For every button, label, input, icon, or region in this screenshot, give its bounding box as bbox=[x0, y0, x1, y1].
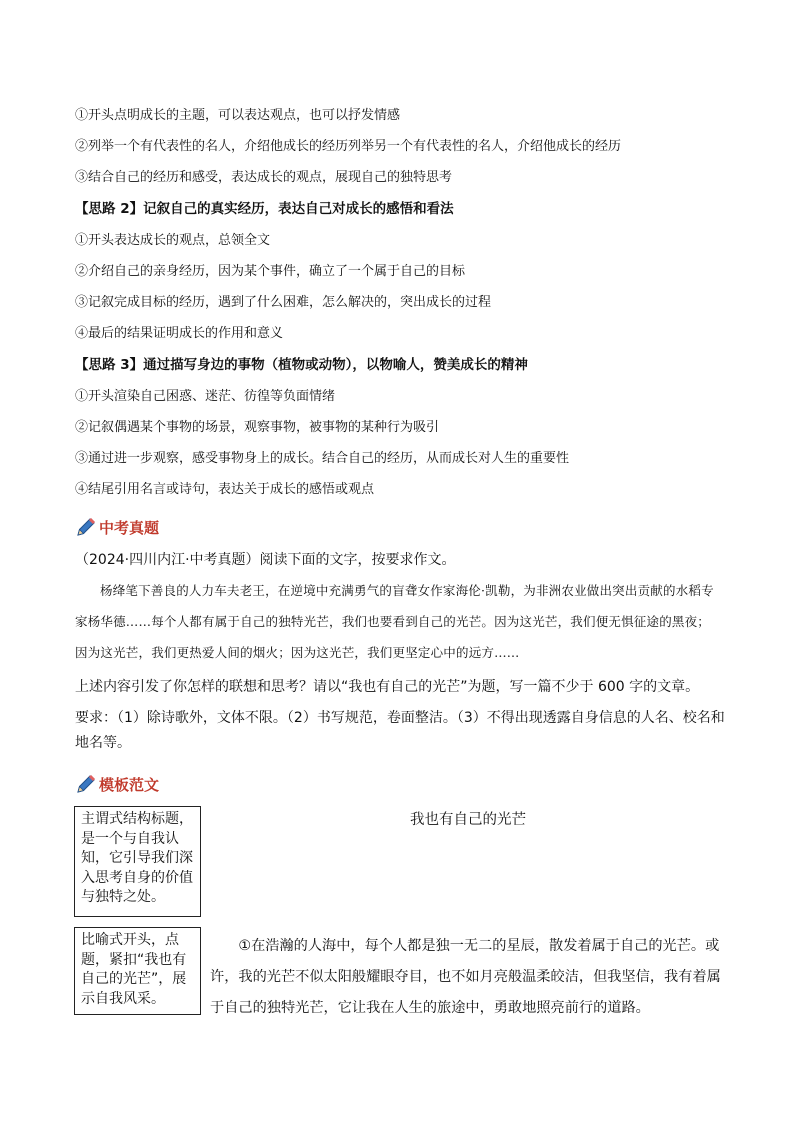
exam-source-line: （2024·四川内江·中考真题）阅读下面的文字，按要求作文。 bbox=[75, 552, 456, 568]
outline-line-6: ③记叙完成目标的经历，遇到了什么困难，怎么解决的，突出成长的过程 bbox=[75, 295, 492, 310]
outline-line-10: ③通过进一步观察，感受事物身上的成长。结合自己的经历，从而成长对人生的重要性 bbox=[75, 451, 570, 466]
outline-line-1: ①开头点明成长的主题，可以表达观点，也可以抒发情感 bbox=[75, 108, 401, 123]
outline-line-9: ②记叙偶遇某个事物的场景，观察事物，被事物的某种行为吸引 bbox=[75, 420, 440, 435]
annotation-box-opening: 比喻式开头，点题，紧扣“我也有自己的光芒”，展示自我风采。 bbox=[74, 927, 201, 1015]
exam-prompt: 上述内容引发了你怎样的联想和思考？请以“我也有自己的光芒”为题，写一篇不少于 600 字的文章。 bbox=[75, 679, 700, 695]
essay-title: 我也有自己的光芒 bbox=[410, 812, 526, 828]
idea2-title: 【思路 2】记叙自己的真实经历，表达自己对成长的感悟和看法 bbox=[75, 201, 454, 217]
model-section-heading bbox=[74, 771, 159, 797]
model-heading-text: 模板范文 bbox=[99, 775, 160, 794]
outline-line-4: ①开头表达成长的观点，总领全文 bbox=[75, 233, 271, 248]
exam-requirements: 要求：（1）除诗歌外，文体不限。（2）书写规范，卷面整洁。（3）不得出现透露自身信息的人名、校名和地名等。 bbox=[75, 710, 725, 751]
outline-line-2: ②列举一个有代表性的名人，介绍他成长的经历列举另一个有代表性的名人，介绍他成长的经历 bbox=[75, 139, 622, 154]
idea3-title: 【思路 3】通过描写身边的事物（植物或动物），以物喻人，赞美成长的精神 bbox=[75, 357, 528, 373]
outline-line-5: ②介绍自己的亲身经历，因为某个事件，确立了一个属于自己的目标 bbox=[75, 264, 466, 279]
outline-line-11: ④结尾引用名言或诗句，表达关于成长的感悟或观点 bbox=[75, 482, 375, 497]
exam-heading-text: 中考真题 bbox=[99, 518, 160, 537]
exam-section-heading bbox=[74, 514, 159, 540]
outline-line-3: ③结合自己的经历和感受，表达成长的观点，展现自己的独特思考 bbox=[75, 170, 453, 185]
pencil-icon bbox=[74, 772, 98, 796]
exam-material: 杨绛笔下善良的人力车夫老王，在逆境中充满勇气的盲聋女作家海伦·凯勒，为非洲农业做出突出贡献的水稻专家杨华德……每个人都有属于自己的独特光芒，我们也要看到自己的光芒。因为这光芒，我们便无惧征途的黑夜；因为这光芒，我们更热爱人间的烟火；因为这光芒，我们更坚定心中的远方…… bbox=[75, 583, 714, 660]
pencil-icon bbox=[74, 515, 98, 539]
essay-paragraph-1: ①在浩瀚的人海中，每个人都是独一无二的星辰，散发着属于自己的光芒。或许，我的光芒不似太阳般耀眼夺目，也不如月亮般温柔皎洁，但我坚信，我有着属于自己的独特光芒，它让我在人生的旅途中，勇敢地照亮前行的道路。 bbox=[210, 938, 721, 1016]
outline-line-8: ①开头渲染自己困惑、迷茫、彷徨等负面情绪 bbox=[75, 389, 336, 404]
annotation-box-title: 主谓式结构标题，是一个与自我认知，它引导我们深入思考自身的价值与独特之处。 bbox=[74, 806, 201, 917]
outline-line-7: ④最后的结果证明成长的作用和意义 bbox=[75, 326, 284, 341]
